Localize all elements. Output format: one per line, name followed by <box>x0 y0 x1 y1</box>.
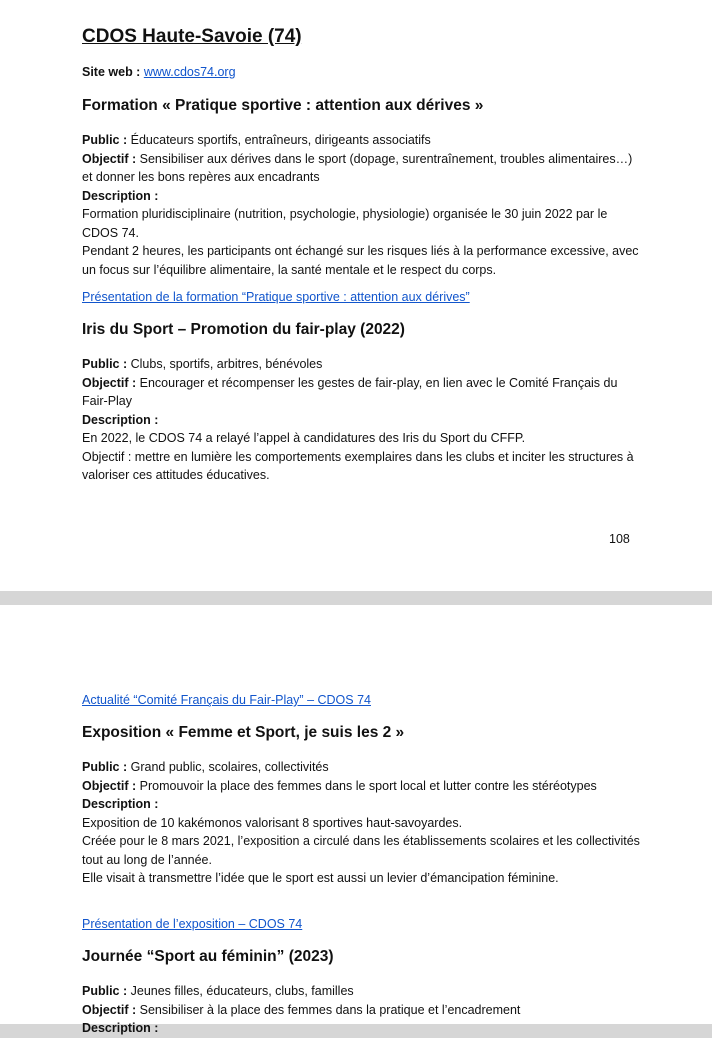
description-paragraph: En 2022, le CDOS 74 a relayé l’appel à candidatures des Iris du Sport du CFFP. <box>82 431 526 445</box>
section-body-iris <box>82 355 642 485</box>
public-text: Grand public, scolaires, collectivités <box>127 760 329 774</box>
objectif-line <box>82 1001 642 1020</box>
section-body-journee <box>82 982 642 1038</box>
public-text: Éducateurs sportifs, entraîneurs, dirigeants associatifs <box>127 133 431 147</box>
public-label: Public : <box>82 760 128 774</box>
objectif-line <box>82 150 642 187</box>
objectif-text: Sensibiliser à la place des femmes dans la pratique et l’encadrement <box>136 1002 521 1017</box>
description-paragraph: Elle visait à transmettre l’idée que le sport est aussi un levier d’émancipation féminine. <box>82 871 559 885</box>
formation-presentation-link[interactable]: Présentation de la formation “Pratique sportive : attention aux dérives” <box>82 290 470 304</box>
description-paragraph: Pendant 2 heures, les participants ont échangé sur les risques liés à la performance excessive, avec un focus sur l’équilibre alimentaire, la santé mentale et le respect du corps. <box>82 244 639 277</box>
section-body-exposition <box>82 758 642 888</box>
site-web-label: Site web : <box>82 65 141 79</box>
public-label: Public : <box>82 357 128 371</box>
public-line <box>82 982 642 1001</box>
section-heading-journee: Journée “Sport au féminin” (2023) <box>82 948 334 965</box>
public-label: Public : <box>82 984 128 998</box>
objectif-line <box>82 374 642 411</box>
fair-play-news-link[interactable]: Actualité “Comité Français du Fair-Play” – CDOS 74 <box>82 693 371 707</box>
objectif-label: Objectif : <box>82 151 137 166</box>
page-number: 108 <box>609 532 630 546</box>
description-label: Description : <box>82 797 159 811</box>
description-label: Description : <box>82 412 159 427</box>
public-label: Public : <box>82 133 128 147</box>
site-web-link[interactable]: www.cdos74.org <box>143 65 236 79</box>
description-paragraph: Objectif : mettre en lumière les comportements exemplaires dans les clubs et inciter les structures à valoriser ces attitudes éducatives. <box>82 449 634 482</box>
objectif-label: Objectif : <box>82 778 137 793</box>
objectif-text: Promouvoir la place des femmes dans le sport local et lutter contre les stéréotypes <box>136 778 597 793</box>
exposition-presentation-link[interactable]: Présentation de l’exposition – CDOS 74 <box>82 917 303 931</box>
objectif-text: Sensibiliser aux dérives dans le sport (dopage, surentraînement, troubles alimentaires…) et donner les bons repères aux encadrants <box>82 151 633 184</box>
page-title: CDOS Haute-Savoie (74) <box>82 26 302 47</box>
objectif-label: Objectif : <box>82 1002 137 1017</box>
site-web-line <box>82 64 642 80</box>
public-line <box>82 355 642 374</box>
description-label: Description : <box>82 1021 159 1035</box>
public-text: Jeunes filles, éducateurs, clubs, familles <box>127 984 354 998</box>
public-line <box>82 131 642 150</box>
public-line <box>82 758 642 777</box>
objectif-text: Encourager et récompenser les gestes de fair-play, en lien avec le Comité Français du Fair-Play <box>82 375 618 408</box>
description-label: Description : <box>82 188 159 203</box>
section-body-formation <box>82 131 642 279</box>
public-text: Clubs, sportifs, arbitres, bénévoles <box>127 357 323 371</box>
description-paragraph: Exposition de 10 kakémonos valorisant 8 sportives haut-savoyardes. <box>82 815 463 830</box>
section-heading-iris: Iris du Sport – Promotion du fair-play (2022) <box>82 321 405 338</box>
section-heading-exposition: Exposition « Femme et Sport, je suis les 2 » <box>82 724 405 741</box>
section-heading-formation: Formation « Pratique sportive : attention aux dérives » <box>82 97 484 114</box>
description-paragraph: Formation pluridisciplinaire (nutrition, psychologie, physiologie) organisée le 30 juin 2022 par le CDOS 74. <box>82 207 608 240</box>
objectif-label: Objectif : <box>82 375 137 390</box>
objectif-line <box>82 777 642 796</box>
document-page-109 <box>0 605 712 1035</box>
description-paragraph: Créée pour le 8 mars 2021, l’exposition a circulé dans les établissements scolaires et les collectivités tout au long de l’année. <box>82 834 640 867</box>
